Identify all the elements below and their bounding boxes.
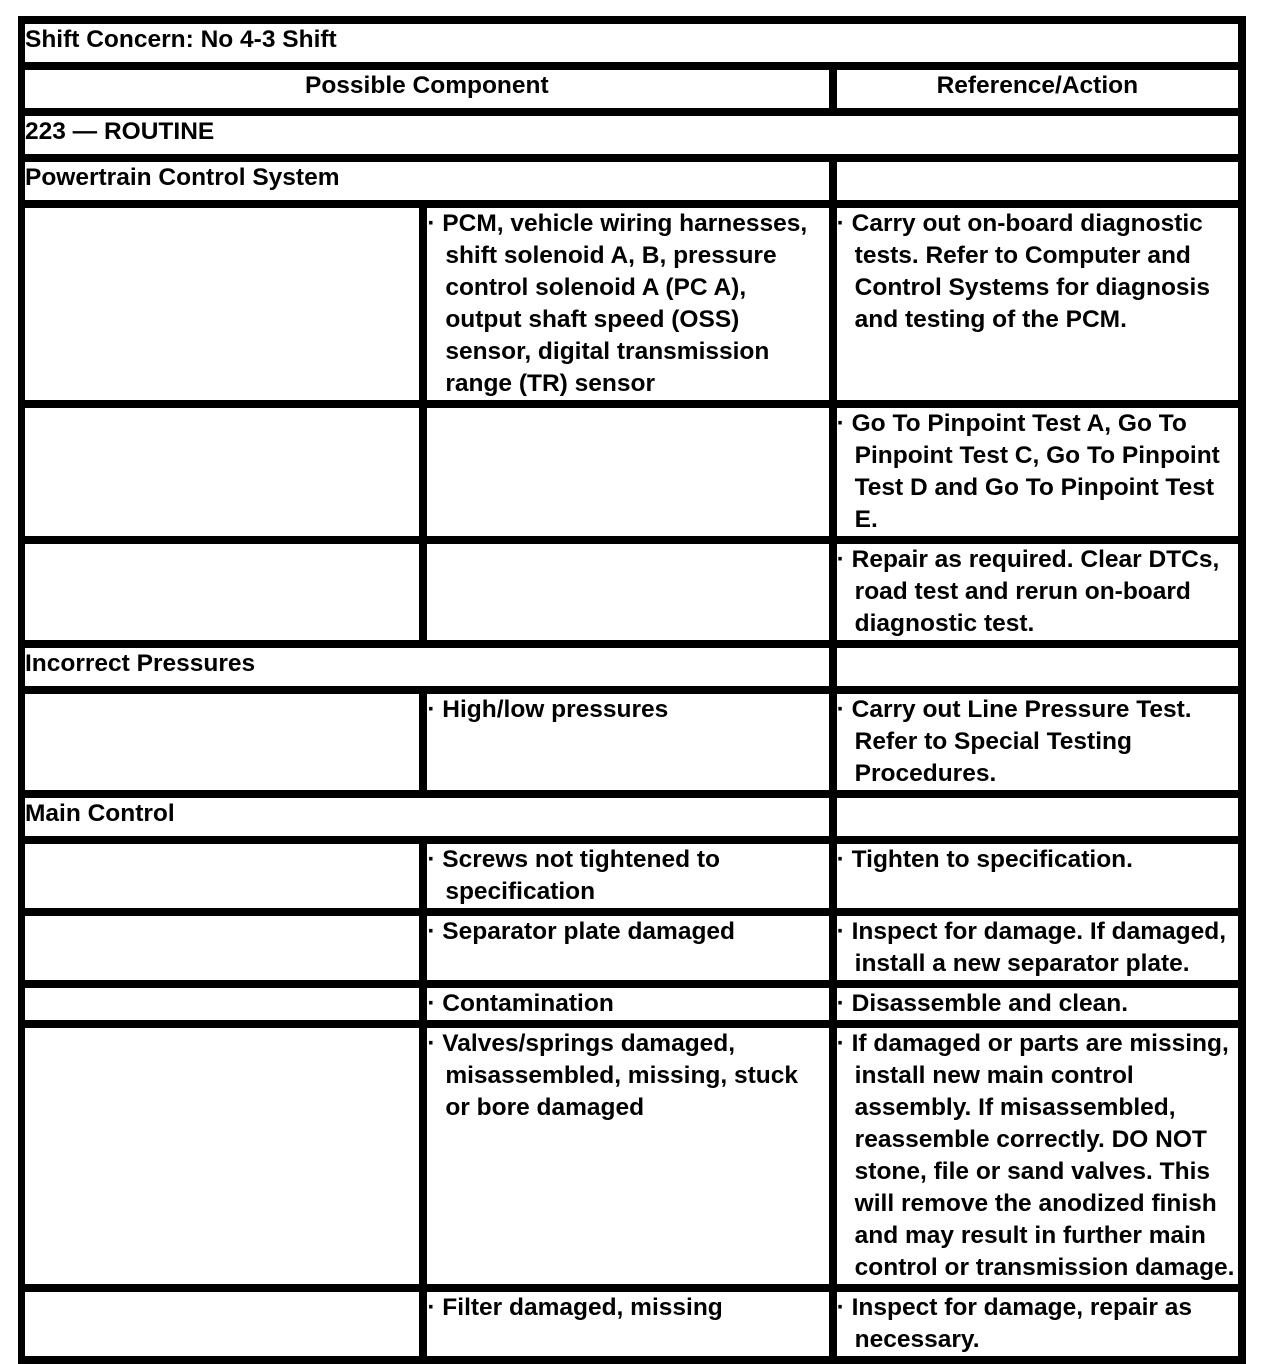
table-row bbox=[18, 544, 1246, 648]
section-row bbox=[18, 648, 1246, 694]
component-text: · Valves/springs damaged, misassembled, missing, stuck or bore damaged bbox=[427, 1030, 799, 1121]
section-action-empty bbox=[837, 162, 1246, 208]
table-row bbox=[18, 1292, 1246, 1364]
routine-label: 223 — ROUTINE bbox=[18, 116, 1246, 162]
indent-gutter bbox=[18, 694, 427, 798]
table-row bbox=[18, 694, 1246, 798]
component-text: · High/low pressures bbox=[427, 696, 669, 723]
indent-gutter bbox=[18, 208, 427, 408]
action-text: · Tighten to specification. bbox=[836, 846, 1133, 873]
table-row bbox=[18, 988, 1246, 1028]
indent-gutter bbox=[18, 408, 427, 544]
section-action-empty bbox=[837, 798, 1246, 844]
indent-gutter bbox=[18, 1292, 427, 1364]
header-row bbox=[18, 70, 1246, 116]
section-row bbox=[18, 798, 1246, 844]
section-name: Incorrect Pressures bbox=[18, 648, 837, 694]
indent-gutter bbox=[18, 1028, 427, 1292]
action-text: · If damaged or parts are missing, install new main control assembly. If misassembled, reassemble correctly. DO NOT stone, file or sand valves. This will remove the anodized finish and may result in further main control or transmission damage. bbox=[836, 1030, 1235, 1281]
table-row bbox=[18, 1028, 1246, 1292]
diagnosis-table bbox=[18, 16, 1246, 1364]
indent-gutter bbox=[18, 844, 427, 916]
indent-gutter bbox=[18, 544, 427, 648]
action-text: · Carry out Line Pressure Test. Refer to Special Testing Procedures. bbox=[836, 696, 1192, 787]
component-empty bbox=[427, 544, 836, 648]
table-title: Shift Concern: No 4-3 Shift bbox=[18, 16, 1246, 70]
action-text: · Repair as required. Clear DTCs, road test and rerun on-board diagnostic test. bbox=[836, 546, 1220, 637]
header-possible-component: Possible Component bbox=[18, 70, 837, 116]
table-row bbox=[18, 408, 1246, 544]
section-action-empty bbox=[837, 648, 1246, 694]
routine-row bbox=[18, 116, 1246, 162]
indent-gutter bbox=[18, 988, 427, 1028]
action-text: · Inspect for damage, repair as necessary. bbox=[836, 1294, 1193, 1353]
table-row bbox=[18, 208, 1246, 408]
component-empty bbox=[427, 408, 836, 544]
indent-gutter bbox=[18, 916, 427, 988]
header-reference-action: Reference/Action bbox=[837, 70, 1246, 116]
table-row bbox=[18, 844, 1246, 916]
component-text: · Contamination bbox=[427, 990, 614, 1017]
title-row bbox=[18, 16, 1246, 70]
action-text: · Go To Pinpoint Test A, Go To Pinpoint Test C, Go To Pinpoint Test D and Go To Pinpoint Test E. bbox=[836, 410, 1220, 533]
section-row bbox=[18, 162, 1246, 208]
action-text: · Carry out on-board diagnostic tests. Refer to Computer and Control Systems for diagnosis and testing of the PCM. bbox=[836, 210, 1210, 333]
action-text: · Inspect for damage. If damaged, install a new separator plate. bbox=[836, 918, 1227, 977]
section-name: Powertrain Control System bbox=[18, 162, 837, 208]
table-row bbox=[18, 916, 1246, 988]
component-text: · PCM, vehicle wiring harnesses, shift solenoid A, B, pressure control solenoid A (PC A), output shaft speed (OSS) sensor, digital transmission range (TR) sensor bbox=[427, 210, 808, 397]
component-text: · Filter damaged, missing bbox=[427, 1294, 723, 1321]
component-text: · Screws not tightened to specification bbox=[427, 846, 720, 905]
component-text: · Separator plate damaged bbox=[427, 918, 736, 945]
section-name: Main Control bbox=[18, 798, 837, 844]
action-text: · Disassemble and clean. bbox=[836, 990, 1129, 1017]
